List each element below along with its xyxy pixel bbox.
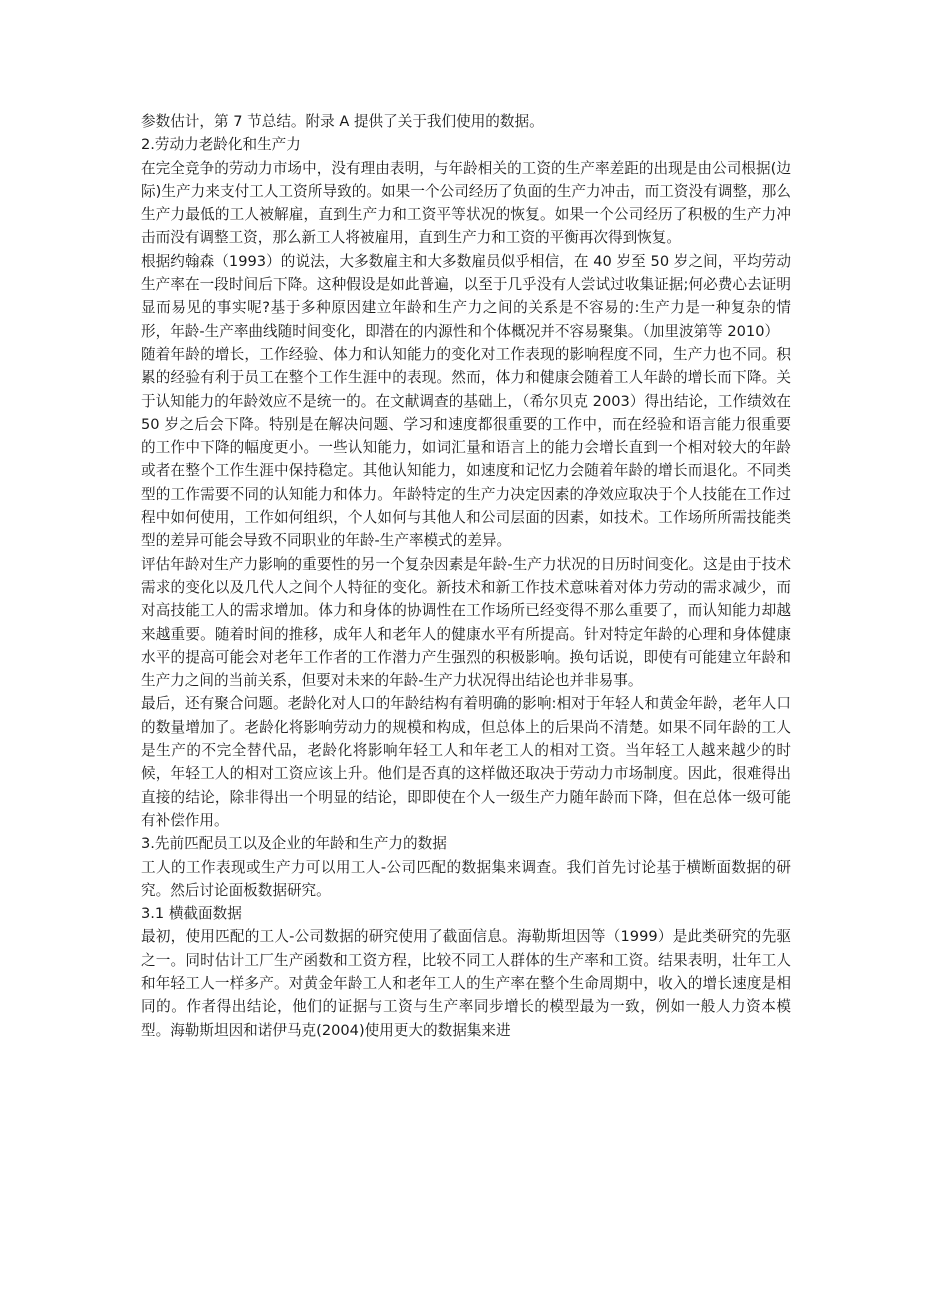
- section-3-paragraph: 工人的工作表现或生产力可以用工人-公司匹配的数据集来调查。我们首先讨论基于横断面数据的研究。然后讨论面板数据研究。: [141, 858, 791, 899]
- section-3-1-paragraph: 最初，使用匹配的工人-公司数据的研究使用了截面信息。海勒斯坦因等（1999）是此类研究的先驱之一。同时估计工厂生产函数和工资方程，比较不同工人群体的生产率和工资。结果表明，壮年工人和年轻工人一样多产。对黄金年龄工人和老年工人的生产率在整个生命周期中，收入的增长速度是相同的。作者得出结论，他们的证据与工资与生产率同步增长的模型最为一致，例如一般人力资本模型。海勒斯坦因和诺伊马克(2004)使用更大的数据集来进: [141, 928, 791, 1039]
- section-2-paragraph-2: 根据约翰森（1993）的说法，大多数雇主和大多数雇员似乎相信，在 40 岁至 50 岁之间，平均劳动生产率在一段时间后下降。这种假设是如此普遍，以至于几乎没有人尝试过收集证据;何必费心去证明显而易见的事实呢?基于多种原因建立年龄和生产力之间的关系是不容易的:生产力是一种复杂的情形，年龄-生产率曲线随时间变化，即潜在的内源性和个体概况并不容易聚集。（加里波第等 2010）: [141, 252, 791, 340]
- intro-line: 参数估计，第 7 节总结。附录 A 提供了关于我们使用的数据。: [141, 113, 544, 130]
- section-2-paragraph-3: 随着年龄的增长，工作经验、体力和认知能力的变化对工作表现的影响程度不同，生产力也不同。积累的经验有利于员工在整个工作生涯中的表现。然而，体力和健康会随着工人年龄的增长而下降。关于认知能力的年龄效应不是统一的。在文献调查的基础上，（希尔贝克 2003）得出结论，工作绩效在 50 岁之后会下降。特别是在解决问题、学习和速度都很重要的工作中，而在经验和语言能力很重要的工作中下降的幅度更小。一些认知能力，如词汇量和语言上的能力会增长直到一个相对较大的年龄或者在整个工作生涯中保持稳定。其他认知能力，如速度和记忆力会随着年龄的增长而退化。不同类型的工作需要不同的认知能力和体力。年龄特定的生产力决定因素的净效应取决于个人技能在工作过程中如何使用，工作如何组织，个人如何与其他人和公司层面的因素，如技术。工作场所所需技能类型的差异可能会导致不同职业的年龄-生产率模式的差异。: [141, 345, 791, 550]
- document-page: [141, 110, 791, 1042]
- section-2-paragraph-1: 在完全竞争的劳动力市场中，没有理由表明，与年龄相关的工资的生产率差距的出现是由公司根据(边际)生产力来支付工人工资所导致的。如果一个公司经历了负面的生产力冲击，而工资没有调整，那么生产力最低的工人被解雇，直到生产力和工资平等状况的恢复。如果一个公司经历了积极的生产力冲击而没有调整工资，那么新工人将被雇用，直到生产力和工资的平衡再次得到恢复。: [141, 159, 791, 247]
- section-3-heading: 3.先前匹配员工以及企业的年龄和生产力的数据: [141, 835, 447, 853]
- section-3-1-heading: 3.1 横截面数据: [141, 905, 242, 923]
- section-2-paragraph-4: 评估年龄对生产力影响的重要性的另一个复杂因素是年龄-生产力状况的日历时间变化。这是由于技术需求的变化以及几代人之间个人特征的变化。新技术和新工作技术意味着对体力劳动的需求减少，而对高技能工人的需求增加。体力和身体的协调性在工作场所已经变得不那么重要了，而认知能力却越来越重要。随着时间的推移，成年人和老年人的健康水平有所提高。针对特定年龄的心理和身体健康水平的提高可能会对老年工作者的工作潜力产生强烈的积极影响。换句话说，即使有可能建立年龄和生产力之间的当前关系，但要对未来的年龄-生产力状况得出结论也并非易事。: [141, 555, 791, 690]
- section-2-heading: 2.劳动力老龄化和生产力: [141, 136, 301, 154]
- section-2-paragraph-5: 最后，还有聚合问题。老龄化对人口的年龄结构有着明确的影响:相对于年轻人和黄金年龄，老年人口的数量增加了。老龄化将影响劳动力的规模和构成，但总体上的后果尚不清楚。如果不同年龄的工人是生产的不完全替代品，老龄化将影响年轻工人和年老工人的相对工资。当年轻工人越来越少的时候，年轻工人的相对工资应该上升。他们是否真的这样做还取决于劳动力市场制度。因此，很难得出直接的结论，除非得出一个明显的结论，即即使在个人一级生产力随年龄而下降，但在总体一级可能有补偿作用。: [141, 695, 791, 829]
